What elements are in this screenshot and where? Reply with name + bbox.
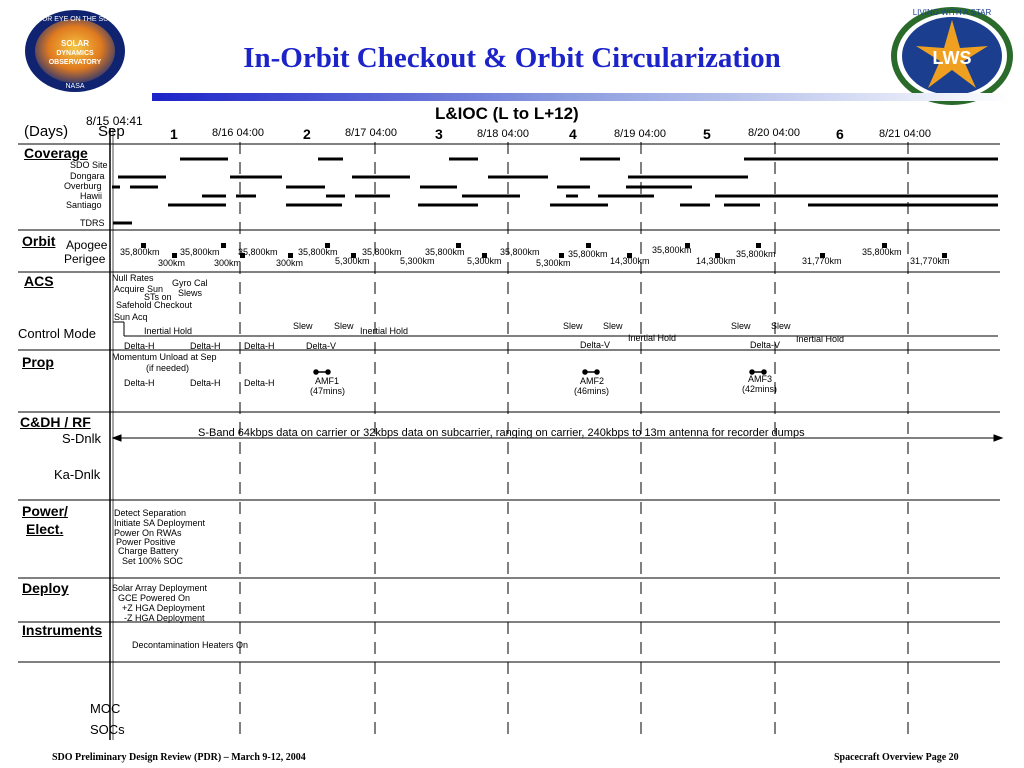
delta-v-label: Delta-V xyxy=(750,340,781,350)
inertial-hold-label: Inertial Hold xyxy=(360,326,409,336)
footer-left: SDO Preliminary Design Review (PDR) – March 9-12, 2004 xyxy=(52,752,306,763)
deploy-note: GCE Powered On xyxy=(118,593,191,603)
power-note: Power On RWAs xyxy=(114,528,182,538)
acs-note: Gyro Cal xyxy=(172,278,208,288)
s-dnlk-label: S-Dnlk xyxy=(62,431,102,446)
inertial-hold-label: Inertial Hold xyxy=(144,326,193,336)
delta-h-label: Delta-H xyxy=(124,341,155,351)
burn-marker xyxy=(314,370,318,374)
slew-label: Slew xyxy=(334,321,354,331)
perigee-value: 14,300km xyxy=(610,256,650,266)
burn-marker xyxy=(326,370,330,374)
perigee-value: 5,300km xyxy=(536,258,571,268)
power-note: Power Positive xyxy=(116,537,176,547)
apogee-value: 35,800km xyxy=(238,247,278,257)
control-mode-label: Control Mode xyxy=(18,326,97,341)
inertial-hold-label: Inertial Hold xyxy=(796,334,845,344)
apogee-value: 35,800km xyxy=(736,249,776,259)
date-label: 8/19 04:00 xyxy=(614,128,666,140)
socs-label: SOCs xyxy=(90,722,125,737)
day-number: 6 xyxy=(836,126,844,142)
moc-label: MOC xyxy=(90,701,121,716)
svg-text:SOLAR: SOLAR xyxy=(61,39,89,48)
perigee-value: 300km xyxy=(158,258,186,268)
burn-name: AMF3 xyxy=(748,374,773,384)
acs-note: Slews xyxy=(178,288,203,298)
deploy-note: Solar Array Deployment xyxy=(112,583,208,593)
perigee-value: 300km xyxy=(214,258,242,268)
section-power: Power/ xyxy=(22,503,68,519)
station-label: Dongara xyxy=(70,171,105,181)
sband-arrow-right xyxy=(994,435,1002,441)
section-cdh-rf: C&DH / RF xyxy=(20,414,91,430)
day-number: 4 xyxy=(569,126,577,142)
deploy-note: -Z HGA Deployment xyxy=(124,613,205,623)
section-coverage: Coverage xyxy=(24,145,88,161)
perigee-value: 5,300km xyxy=(335,256,370,266)
delta-h-label: Delta-H xyxy=(244,378,275,388)
apogee-marker xyxy=(221,243,226,248)
svg-text:LWS: LWS xyxy=(932,48,972,68)
days-label: (Days) xyxy=(24,123,69,140)
sband-description: S-Band 64kbps data on carrier or 32kbps data on subcarrier, ranging on carrier, 240kbps to 13m antenna for recorder dumps xyxy=(198,427,805,439)
acs-note: Null Rates xyxy=(112,273,154,283)
day-number: 2 xyxy=(303,126,311,142)
date-label: 8/16 04:00 xyxy=(212,127,264,139)
section-acs: ACS xyxy=(24,273,54,289)
apogee-value: 35,800km xyxy=(120,247,160,257)
sband-arrow-left xyxy=(113,435,121,441)
slew-label: Slew xyxy=(731,321,751,331)
perigee-value: 31,770km xyxy=(910,256,950,266)
apogee-value: 35,800km xyxy=(425,247,465,257)
acs-note: STs on xyxy=(144,292,172,302)
day-number: 3 xyxy=(435,126,443,142)
delta-v-label: Delta-V xyxy=(306,341,337,351)
apogee-value: 35,800km xyxy=(298,247,338,257)
perigee-value: 5,300km xyxy=(467,256,502,266)
burn-name: AMF2 xyxy=(580,376,605,386)
delta-h-label: Delta-H xyxy=(190,341,221,351)
burn-duration: (47mins) xyxy=(310,386,346,396)
section-orbit: Orbit xyxy=(22,233,56,249)
power-note: Set 100% SOC xyxy=(122,556,184,566)
acs-note: Safehold Checkout xyxy=(116,300,193,310)
deploy-note: +Z HGA Deployment xyxy=(122,603,205,613)
apogee-value: 35,800km xyxy=(180,247,220,257)
station-label: Overburg xyxy=(64,181,102,191)
power-note: Initiate SA Deployment xyxy=(114,518,206,528)
power-note: Detect Separation xyxy=(114,508,187,518)
section-prop: Prop xyxy=(22,354,54,370)
perigee-value: 31,770km xyxy=(802,256,842,266)
burn-duration: (46mins) xyxy=(574,386,610,396)
apogee-value: 35,800km xyxy=(652,245,692,255)
start-time-label: 8/15 04:41 xyxy=(86,114,143,128)
power-note: Charge Battery xyxy=(118,546,179,556)
apogee-value: 35,800km xyxy=(862,247,902,257)
slew-label: Slew xyxy=(563,321,583,331)
section-instruments: Instruments xyxy=(22,622,103,638)
svg-text:OBSERVATORY: OBSERVATORY xyxy=(48,59,102,66)
date-label: 8/17 04:00 xyxy=(345,127,397,139)
date-label: 8/18 04:00 xyxy=(477,128,529,140)
perigee-label: Perigee xyxy=(64,252,106,266)
apogee-value: 35,800km xyxy=(568,249,608,259)
instrument-note: Decontamination Heaters On xyxy=(132,640,249,650)
perigee-value: 5,300km xyxy=(400,256,435,266)
sep-label: Sep xyxy=(98,123,125,140)
svg-text:OUR EYE ON THE SUN: OUR EYE ON THE SUN xyxy=(36,16,114,23)
station-label: SDO Site xyxy=(70,160,108,170)
apogee-value: 35,800km xyxy=(362,247,402,257)
tdrs-label: TDRS xyxy=(80,218,105,228)
acs-note: Acquire Sun xyxy=(114,284,164,294)
perigee-value: 300km xyxy=(276,258,304,268)
delta-h-label: Delta-H xyxy=(124,378,155,388)
delta-h-label: Delta-H xyxy=(244,341,275,351)
footer-right: Spacecraft Overview Page 20 xyxy=(834,752,959,763)
station-label: Hawii xyxy=(80,191,103,201)
slew-label: Slew xyxy=(771,321,791,331)
slew-label: Slew xyxy=(293,321,313,331)
slew-label: Slew xyxy=(603,321,623,331)
date-label: 8/21 04:00 xyxy=(879,128,931,140)
perigee-value: 14,300km xyxy=(696,256,736,266)
date-label: 8/20 04:00 xyxy=(748,127,800,139)
ka-dnlk-label: Ka-Dnlk xyxy=(54,467,101,482)
apogee-marker xyxy=(756,243,761,248)
inertial-hold-label: Inertial Hold xyxy=(628,333,677,343)
page-title: In-Orbit Checkout & Orbit Circularization xyxy=(243,42,781,74)
delta-h-label: Delta-H xyxy=(190,378,221,388)
section-elect: Elect. xyxy=(26,521,64,537)
delta-v-label: Delta-V xyxy=(580,340,611,350)
day-number: 1 xyxy=(170,126,178,142)
acs-note: Sun Acq xyxy=(114,312,148,322)
station-label: Santiago xyxy=(66,200,102,210)
day-number: 5 xyxy=(703,126,711,142)
svg-text:DYNAMICS: DYNAMICS xyxy=(56,50,94,57)
prop-note: Momentum Unload at Sep xyxy=(112,352,217,362)
section-deploy: Deploy xyxy=(22,580,69,596)
burn-name: AMF1 xyxy=(315,376,340,386)
prop-note: (if needed) xyxy=(146,363,190,373)
svg-text:LIVING WITH A STAR: LIVING WITH A STAR xyxy=(912,8,992,17)
svg-text:NASA: NASA xyxy=(65,83,85,90)
burn-marker xyxy=(583,370,587,374)
burn-marker xyxy=(595,370,599,374)
apogee-marker xyxy=(586,243,591,248)
apogee-label: Apogee xyxy=(66,238,108,252)
apogee-value: 35,800km xyxy=(500,247,540,257)
diagram-title: L&IOC (L to L+12) xyxy=(435,104,579,123)
burn-duration: (42mins) xyxy=(742,384,778,394)
